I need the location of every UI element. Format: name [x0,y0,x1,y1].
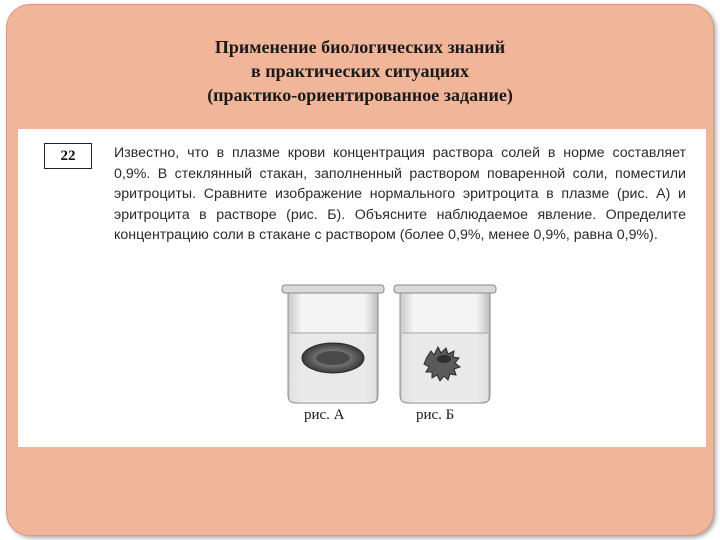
task-text: Известно, что в плазме крови концентрация раствора солей в норме составляет 0,9%. В стеклянный стакан, заполненный раствором поваренной соли, поместили эритроциты. Сравните изображение нормального эритроцита в плазме (рис. А) и эритроцита в растворе (рис. Б). Объясните наблюдаемое явление. Определите концентрацию соли в стакане с раствором (более 0,9%, менее 0,9%, равна 0,9%). [114,145,686,243]
task-panel [18,129,706,447]
title-line-2: в практических ситуациях [251,61,469,81]
beaker-a [282,285,384,403]
beaker-b [394,285,496,403]
title-line-1: Применение биологических знаний [214,37,506,57]
slide-frame [6,4,714,536]
figures-area [18,279,706,447]
beakers-illustration [274,279,504,419]
slide-title [7,35,713,107]
task-number-box: 22 [44,143,92,169]
caption-figure-b: рис. Б [416,407,455,423]
normal-erythrocyte [302,343,364,373]
title-line-3: (практико-ориентированное задание) [207,85,513,105]
caption-figure-a: рис. А [304,407,345,423]
